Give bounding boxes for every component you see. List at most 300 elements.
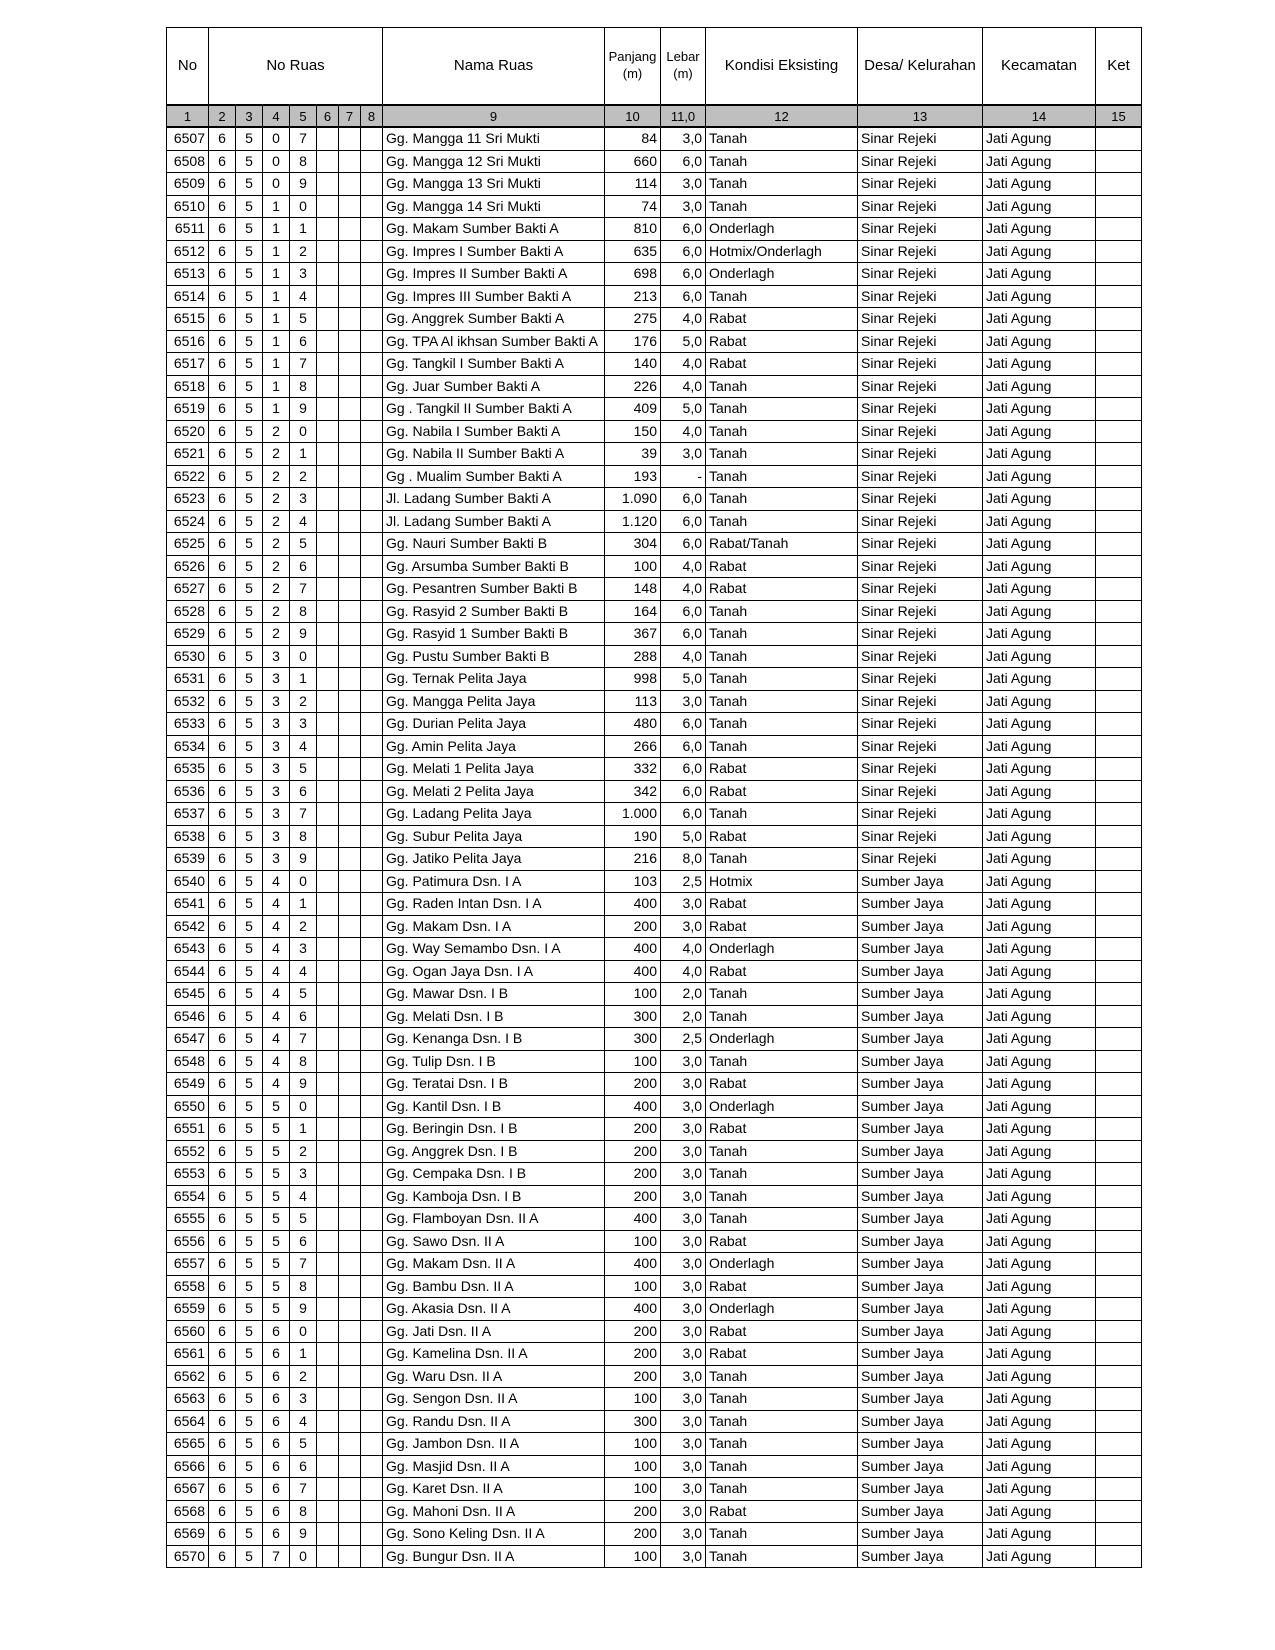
ruas-digit: 2	[263, 533, 290, 556]
nama-ruas-cell: Gg. Masjid Dsn. II A	[383, 1455, 605, 1478]
panjang-cell: 213	[605, 285, 661, 308]
ruas-digit: 6	[209, 1275, 236, 1298]
ruas-digit: 5	[263, 1230, 290, 1253]
kondisi-cell: Tanah	[706, 150, 858, 173]
ruas-digit: 6	[209, 465, 236, 488]
table-body	[167, 127, 1142, 1568]
kecamatan-cell: Jati Agung	[983, 1073, 1096, 1096]
panjang-cell: 200	[605, 1118, 661, 1141]
lebar-cell: 6,0	[661, 533, 706, 556]
ruas-digit: 1	[290, 893, 317, 916]
ruas-digit: 5	[236, 713, 263, 736]
kondisi-cell: Tanah	[706, 1388, 858, 1411]
ruas-digit-empty	[361, 893, 383, 916]
ruas-digit: 6	[209, 1320, 236, 1343]
ruas-digit: 5	[263, 1163, 290, 1186]
ruas-digit: 6	[209, 555, 236, 578]
ket-cell	[1096, 465, 1142, 488]
ruas-digit: 7	[290, 578, 317, 601]
desa-cell: Sinar Rejeki	[858, 240, 983, 263]
lebar-cell: 4,0	[661, 578, 706, 601]
ket-cell	[1096, 240, 1142, 263]
ruas-digit-empty	[317, 443, 339, 466]
panjang-cell: 342	[605, 780, 661, 803]
ruas-digit-empty	[339, 1253, 361, 1276]
desa-cell: Sinar Rejeki	[858, 127, 983, 150]
ruas-digit-empty	[339, 420, 361, 443]
lebar-cell: 6,0	[661, 623, 706, 646]
ruas-digit-empty	[339, 1140, 361, 1163]
row-number: 6510	[167, 195, 209, 218]
kecamatan-cell: Jati Agung	[983, 713, 1096, 736]
ruas-digit: 6	[209, 308, 236, 331]
table-row	[167, 780, 1142, 803]
ruas-digit: 4	[263, 1028, 290, 1051]
kondisi-cell: Rabat	[706, 578, 858, 601]
ruas-digit-empty	[339, 960, 361, 983]
desa-cell: Sinar Rejeki	[858, 758, 983, 781]
nama-ruas-cell: Gg. Beringin Dsn. I B	[383, 1118, 605, 1141]
ruas-digit-empty	[361, 173, 383, 196]
ruas-digit-empty	[317, 1298, 339, 1321]
ruas-digit-empty	[339, 1208, 361, 1231]
kecamatan-cell: Jati Agung	[983, 915, 1096, 938]
kecamatan-cell: Jati Agung	[983, 1050, 1096, 1073]
table-row	[167, 870, 1142, 893]
table-row	[167, 1275, 1142, 1298]
ket-cell	[1096, 870, 1142, 893]
desa-cell: Sinar Rejeki	[858, 150, 983, 173]
kondisi-cell: Tanah	[706, 1365, 858, 1388]
ruas-digit: 1	[263, 218, 290, 241]
kecamatan-cell: Jati Agung	[983, 1298, 1096, 1321]
lebar-cell: 4,0	[661, 375, 706, 398]
kondisi-cell: Tanah	[706, 398, 858, 421]
ruas-digit: 5	[263, 1095, 290, 1118]
ruas-digit: 5	[236, 825, 263, 848]
ket-cell	[1096, 848, 1142, 871]
desa-cell: Sinar Rejeki	[858, 510, 983, 533]
kondisi-cell: Tanah	[706, 1050, 858, 1073]
ruas-digit: 5	[236, 1433, 263, 1456]
kondisi-cell: Rabat	[706, 1500, 858, 1523]
row-number: 6546	[167, 1005, 209, 1028]
lebar-cell: 3,0	[661, 1230, 706, 1253]
ruas-digit-empty	[361, 780, 383, 803]
table-row	[167, 915, 1142, 938]
lebar-cell: 5,0	[661, 668, 706, 691]
row-number: 6519	[167, 398, 209, 421]
panjang-cell: 660	[605, 150, 661, 173]
kondisi-cell: Tanah	[706, 173, 858, 196]
panjang-cell: 140	[605, 353, 661, 376]
table-row	[167, 398, 1142, 421]
nama-ruas-cell: Gg. Kenanga Dsn. I B	[383, 1028, 605, 1051]
ruas-digit-empty	[317, 1005, 339, 1028]
ruas-digit: 0	[290, 1545, 317, 1568]
table-row	[167, 1320, 1142, 1343]
kecamatan-cell: Jati Agung	[983, 240, 1096, 263]
ruas-digit-empty	[361, 1028, 383, 1051]
nama-ruas-cell: Gg. Tangkil I Sumber Bakti A	[383, 353, 605, 376]
lebar-cell: 3,0	[661, 1095, 706, 1118]
ruas-digit: 5	[236, 1118, 263, 1141]
kecamatan-cell: Jati Agung	[983, 263, 1096, 286]
ruas-digit: 6	[263, 1343, 290, 1366]
ket-cell	[1096, 1455, 1142, 1478]
ruas-digit: 5	[236, 443, 263, 466]
ruas-digit-empty	[317, 127, 339, 150]
panjang-cell: 200	[605, 1343, 661, 1366]
kondisi-cell: Onderlagh	[706, 1253, 858, 1276]
ruas-digit: 1	[263, 263, 290, 286]
lebar-cell: 3,0	[661, 443, 706, 466]
ruas-digit: 5	[236, 803, 263, 826]
ruas-digit: 6	[290, 1005, 317, 1028]
ruas-digit: 3	[263, 825, 290, 848]
table-row	[167, 127, 1142, 150]
lebar-cell: 4,0	[661, 938, 706, 961]
kecamatan-cell: Jati Agung	[983, 1365, 1096, 1388]
ruas-digit-empty	[361, 668, 383, 691]
desa-cell: Sumber Jaya	[858, 1343, 983, 1366]
ket-cell	[1096, 825, 1142, 848]
nama-ruas-cell: Gg. Akasia Dsn. II A	[383, 1298, 605, 1321]
nama-ruas-cell: Gg. Nauri Sumber Bakti B	[383, 533, 605, 556]
nama-ruas-cell: Gg. TPA Al ikhsan Sumber Bakti A	[383, 330, 605, 353]
row-number: 6548	[167, 1050, 209, 1073]
kecamatan-cell: Jati Agung	[983, 1455, 1096, 1478]
row-number: 6517	[167, 353, 209, 376]
column-number: 8	[361, 105, 383, 127]
ruas-digit: 6	[209, 1050, 236, 1073]
row-number: 6508	[167, 150, 209, 173]
desa-cell: Sinar Rejeki	[858, 465, 983, 488]
ruas-digit-empty	[361, 1523, 383, 1546]
row-number: 6525	[167, 533, 209, 556]
desa-cell: Sumber Jaya	[858, 1388, 983, 1411]
ruas-digit-empty	[361, 1275, 383, 1298]
ruas-digit-empty	[317, 623, 339, 646]
ruas-digit: 6	[209, 1140, 236, 1163]
kecamatan-cell: Jati Agung	[983, 1275, 1096, 1298]
panjang-cell: 100	[605, 1050, 661, 1073]
desa-cell: Sumber Jaya	[858, 1455, 983, 1478]
ruas-digit-empty	[317, 668, 339, 691]
desa-cell: Sinar Rejeki	[858, 330, 983, 353]
ruas-digit: 1	[263, 330, 290, 353]
ket-cell	[1096, 308, 1142, 331]
kondisi-cell: Tanah	[706, 623, 858, 646]
ruas-digit-empty	[317, 1095, 339, 1118]
nama-ruas-cell: Gg. Ogan Jaya Dsn. I A	[383, 960, 605, 983]
ket-cell	[1096, 1185, 1142, 1208]
table-row	[167, 150, 1142, 173]
ruas-digit-empty	[339, 690, 361, 713]
ruas-digit: 6	[209, 1545, 236, 1568]
ruas-digit-empty	[317, 915, 339, 938]
ruas-digit: 5	[263, 1253, 290, 1276]
ruas-digit: 6	[209, 1208, 236, 1231]
ruas-digit: 8	[290, 1500, 317, 1523]
kondisi-cell: Tanah	[706, 983, 858, 1006]
ruas-digit-empty	[317, 983, 339, 1006]
kecamatan-cell: Jati Agung	[983, 690, 1096, 713]
nama-ruas-cell: Gg. Mahoni Dsn. II A	[383, 1500, 605, 1523]
kondisi-cell: Tanah	[706, 668, 858, 691]
panjang-cell: 400	[605, 1298, 661, 1321]
ruas-digit: 1	[263, 353, 290, 376]
ruas-digit-empty	[339, 1230, 361, 1253]
ruas-digit: 6	[209, 420, 236, 443]
ruas-digit: 4	[263, 1005, 290, 1028]
table-row	[167, 1545, 1142, 1568]
ruas-digit: 4	[290, 510, 317, 533]
panjang-cell: 332	[605, 758, 661, 781]
ruas-digit-empty	[317, 1253, 339, 1276]
ruas-digit: 6	[209, 825, 236, 848]
kondisi-cell: Onderlagh	[706, 1095, 858, 1118]
kondisi-cell: Tanah	[706, 1208, 858, 1231]
desa-cell: Sumber Jaya	[858, 1050, 983, 1073]
column-number-row	[167, 105, 1142, 127]
nama-ruas-cell: Gg. Melati Dsn. I B	[383, 1005, 605, 1028]
nama-ruas-cell: Gg. Impres I Sumber Bakti A	[383, 240, 605, 263]
ruas-digit-empty	[339, 735, 361, 758]
ruas-digit: 6	[209, 893, 236, 916]
desa-cell: Sumber Jaya	[858, 915, 983, 938]
lebar-cell: 3,0	[661, 1523, 706, 1546]
kecamatan-cell: Jati Agung	[983, 420, 1096, 443]
table-row	[167, 1185, 1142, 1208]
lebar-cell: 3,0	[661, 1275, 706, 1298]
desa-cell: Sumber Jaya	[858, 1230, 983, 1253]
kecamatan-cell: Jati Agung	[983, 1118, 1096, 1141]
ruas-digit-empty	[317, 1208, 339, 1231]
ruas-digit: 9	[290, 848, 317, 871]
ruas-digit: 6	[209, 1500, 236, 1523]
ruas-digit-empty	[339, 533, 361, 556]
lebar-cell: 4,0	[661, 353, 706, 376]
row-number: 6568	[167, 1500, 209, 1523]
ruas-digit-empty	[317, 398, 339, 421]
ruas-digit-empty	[361, 735, 383, 758]
ruas-digit: 5	[236, 1388, 263, 1411]
ruas-digit-empty	[317, 308, 339, 331]
ruas-digit-empty	[361, 1343, 383, 1366]
ruas-digit: 2	[263, 488, 290, 511]
ruas-digit-empty	[317, 488, 339, 511]
ruas-digit: 5	[290, 1433, 317, 1456]
ruas-digit: 5	[263, 1140, 290, 1163]
ruas-digit-empty	[317, 1140, 339, 1163]
ruas-digit: 2	[290, 240, 317, 263]
ket-cell	[1096, 398, 1142, 421]
ruas-digit: 6	[209, 938, 236, 961]
header-row	[167, 28, 1142, 106]
ruas-digit-empty	[361, 353, 383, 376]
kondisi-cell: Tanah	[706, 713, 858, 736]
ruas-digit: 5	[236, 308, 263, 331]
nama-ruas-cell: Gg. Makam Sumber Bakti A	[383, 218, 605, 241]
ruas-digit-empty	[339, 510, 361, 533]
kondisi-cell: Rabat	[706, 1073, 858, 1096]
panjang-cell: 400	[605, 893, 661, 916]
ruas-digit-empty	[317, 240, 339, 263]
row-number: 6538	[167, 825, 209, 848]
ruas-digit: 4	[263, 870, 290, 893]
ruas-digit: 6	[290, 555, 317, 578]
ket-cell	[1096, 1140, 1142, 1163]
ruas-digit-empty	[339, 848, 361, 871]
ruas-digit-empty	[317, 1275, 339, 1298]
row-number: 6559	[167, 1298, 209, 1321]
ruas-digit: 5	[236, 127, 263, 150]
ruas-digit-empty	[317, 1478, 339, 1501]
ruas-digit-empty	[317, 1545, 339, 1568]
header-panjang-label: Panjang	[608, 49, 657, 65]
nama-ruas-cell: Gg. Impres III Sumber Bakti A	[383, 285, 605, 308]
desa-cell: Sinar Rejeki	[858, 420, 983, 443]
table-row	[167, 173, 1142, 196]
ruas-digit: 4	[263, 960, 290, 983]
ket-cell	[1096, 1478, 1142, 1501]
desa-cell: Sumber Jaya	[858, 1523, 983, 1546]
panjang-cell: 200	[605, 1140, 661, 1163]
table-row	[167, 848, 1142, 871]
ruas-digit: 6	[209, 578, 236, 601]
row-number: 6511	[167, 218, 209, 241]
ket-cell	[1096, 127, 1142, 150]
ruas-digit: 6	[263, 1320, 290, 1343]
ruas-digit: 7	[290, 1478, 317, 1501]
kondisi-cell: Rabat	[706, 330, 858, 353]
ket-cell	[1096, 330, 1142, 353]
kondisi-cell: Tanah	[706, 375, 858, 398]
ruas-digit: 3	[263, 758, 290, 781]
nama-ruas-cell: Gg. Kamelina Dsn. II A	[383, 1343, 605, 1366]
ruas-digit: 6	[209, 1455, 236, 1478]
ruas-digit: 5	[236, 555, 263, 578]
ruas-digit-empty	[361, 127, 383, 150]
kecamatan-cell: Jati Agung	[983, 960, 1096, 983]
desa-cell: Sumber Jaya	[858, 1163, 983, 1186]
header-lebar	[661, 28, 706, 106]
ket-cell	[1096, 758, 1142, 781]
lebar-cell: 6,0	[661, 780, 706, 803]
ruas-digit: 5	[263, 1298, 290, 1321]
kecamatan-cell: Jati Agung	[983, 173, 1096, 196]
nama-ruas-cell: Gg. Rasyid 2 Sumber Bakti B	[383, 600, 605, 623]
table-row	[167, 1163, 1142, 1186]
header-desa: Desa/ Kelurahan	[858, 28, 983, 106]
lebar-cell: 6,0	[661, 285, 706, 308]
ruas-digit: 5	[236, 1253, 263, 1276]
lebar-cell: 4,0	[661, 308, 706, 331]
panjang-cell: 200	[605, 1185, 661, 1208]
kondisi-cell: Tanah	[706, 735, 858, 758]
ruas-digit-empty	[339, 1388, 361, 1411]
kecamatan-cell: Jati Agung	[983, 1410, 1096, 1433]
ruas-digit: 6	[209, 735, 236, 758]
kondisi-cell: Onderlagh	[706, 263, 858, 286]
ruas-digit-empty	[317, 780, 339, 803]
panjang-cell: 200	[605, 1073, 661, 1096]
row-number: 6529	[167, 623, 209, 646]
ket-cell	[1096, 1253, 1142, 1276]
nama-ruas-cell: Gg. Juar Sumber Bakti A	[383, 375, 605, 398]
ruas-digit-empty	[339, 443, 361, 466]
kecamatan-cell: Jati Agung	[983, 1208, 1096, 1231]
ruas-digit-empty	[317, 825, 339, 848]
ruas-digit: 6	[290, 330, 317, 353]
ruas-digit-empty	[317, 285, 339, 308]
lebar-cell: 2,5	[661, 870, 706, 893]
kondisi-cell: Tanah	[706, 1185, 858, 1208]
kondisi-cell: Tanah	[706, 1523, 858, 1546]
kecamatan-cell: Jati Agung	[983, 623, 1096, 646]
column-number: 15	[1096, 105, 1142, 127]
ruas-digit: 5	[290, 1208, 317, 1231]
ruas-digit: 6	[263, 1410, 290, 1433]
desa-cell: Sumber Jaya	[858, 1478, 983, 1501]
lebar-cell: 3,0	[661, 1343, 706, 1366]
ruas-digit: 7	[290, 1253, 317, 1276]
nama-ruas-cell: Gg. Mangga 14 Sri Mukti	[383, 195, 605, 218]
ket-cell	[1096, 1500, 1142, 1523]
table-row	[167, 893, 1142, 916]
kecamatan-cell: Jati Agung	[983, 308, 1096, 331]
kondisi-cell: Onderlagh	[706, 1298, 858, 1321]
desa-cell: Sinar Rejeki	[858, 690, 983, 713]
ket-cell	[1096, 578, 1142, 601]
table-row	[167, 1050, 1142, 1073]
panjang-cell: 200	[605, 1365, 661, 1388]
panjang-cell: 100	[605, 1230, 661, 1253]
panjang-cell: 300	[605, 1005, 661, 1028]
desa-cell: Sumber Jaya	[858, 960, 983, 983]
desa-cell: Sumber Jaya	[858, 1365, 983, 1388]
kondisi-cell: Rabat	[706, 1118, 858, 1141]
nama-ruas-cell: Gg . Tangkil II Sumber Bakti A	[383, 398, 605, 421]
ruas-digit-empty	[361, 150, 383, 173]
desa-cell: Sinar Rejeki	[858, 308, 983, 331]
ruas-digit-empty	[361, 848, 383, 871]
ruas-digit: 1	[263, 375, 290, 398]
kondisi-cell: Hotmix/Onderlagh	[706, 240, 858, 263]
ruas-digit-empty	[339, 1073, 361, 1096]
ruas-digit: 6	[209, 375, 236, 398]
table-row	[167, 623, 1142, 646]
kecamatan-cell: Jati Agung	[983, 1163, 1096, 1186]
desa-cell: Sumber Jaya	[858, 938, 983, 961]
ruas-digit-empty	[339, 285, 361, 308]
ruas-digit: 5	[236, 915, 263, 938]
lebar-cell: 6,0	[661, 758, 706, 781]
ruas-digit-empty	[317, 1388, 339, 1411]
ruas-digit: 5	[236, 1275, 263, 1298]
ruas-digit-empty	[361, 1500, 383, 1523]
table-row	[167, 353, 1142, 376]
ruas-digit: 3	[263, 780, 290, 803]
ket-cell	[1096, 1208, 1142, 1231]
panjang-cell: 39	[605, 443, 661, 466]
ruas-digit: 6	[209, 915, 236, 938]
ruas-digit-empty	[339, 893, 361, 916]
nama-ruas-cell: Gg. Anggrek Dsn. I B	[383, 1140, 605, 1163]
ruas-digit-empty	[361, 1298, 383, 1321]
kondisi-cell: Onderlagh	[706, 218, 858, 241]
